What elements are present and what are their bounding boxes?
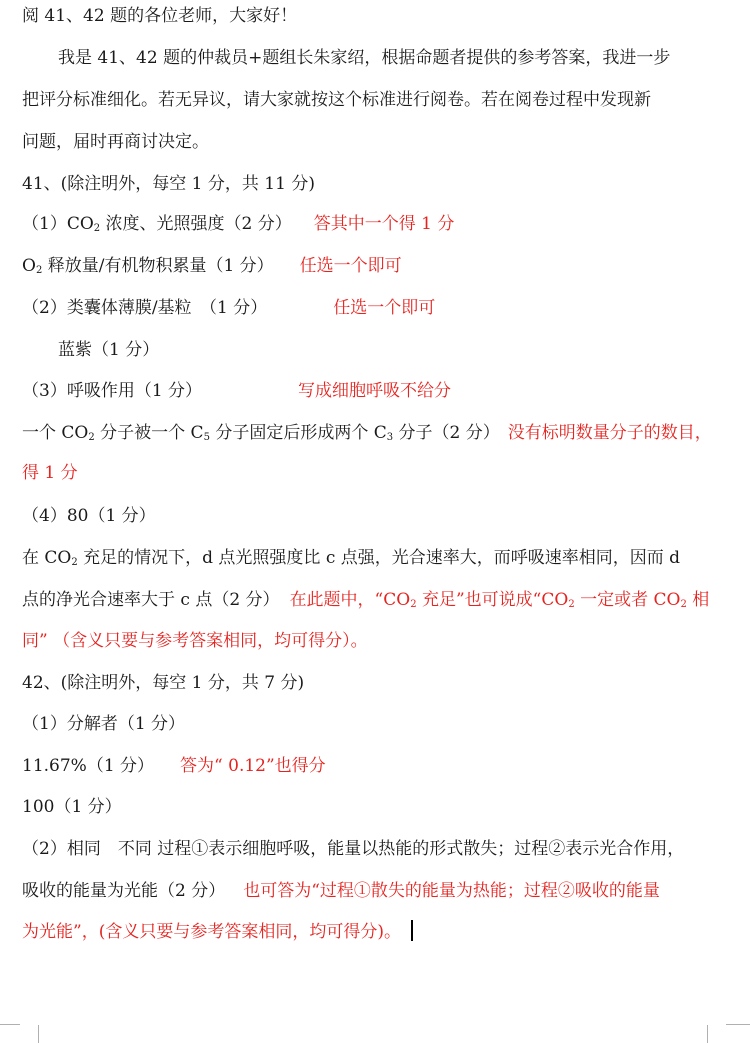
answer-text: O: [22, 256, 36, 276]
answer-text: （2）相同 不同 过程①表示细胞呼吸，能量以热能的形式散失；过程②表示光合作用，: [22, 839, 685, 859]
page-corner-mark: [0, 1024, 20, 1025]
intro-text-2: 把评分标准细化。若无异议，请大家就按这个标准进行阅卷。若在阅卷过程中发现新: [22, 90, 651, 110]
q41-header: [22, 172, 315, 196]
answer-text: 分子固定后形成两个 C: [209, 423, 387, 443]
q41-part2-answer-a: [22, 296, 435, 320]
subscript: 2: [568, 599, 575, 610]
page-corner-mark: [20, 1025, 39, 1043]
answer-text: 吸收的能量为光能（2 分）: [22, 881, 226, 901]
answer-text: 释放量/有机物积累量（1 分）: [42, 256, 274, 276]
subscript: 2: [71, 557, 78, 568]
q41-part4-answer-b: [22, 546, 680, 570]
intro-line-3: [22, 130, 209, 154]
grading-note: 答为“ 0.12”也得分: [180, 756, 326, 776]
q41-part3-answer-a: [22, 379, 451, 403]
answer-text: 浓度、光照强度（2 分）: [100, 214, 292, 234]
q41-part3-answer-b: [22, 421, 712, 445]
subscript: 2: [93, 223, 101, 234]
q42-header: [22, 671, 304, 695]
q42-part1-answer-a: [22, 712, 185, 736]
answer-text: 11.67%（1 分）: [22, 756, 155, 776]
subscript: 5: [203, 432, 210, 443]
q41-header-text: 41、(除注明外，每空 1 分，共 11 分): [22, 174, 315, 194]
answer-text: （1）CO: [22, 214, 94, 234]
subscript: 2: [410, 599, 417, 610]
grading-note: 答其中一个得 1 分: [313, 214, 455, 234]
q41-part2-answer-b: [58, 338, 159, 362]
q41-part3-note-cont: [22, 461, 78, 485]
subscript: 2: [88, 432, 95, 443]
answer-text: （4）80（1 分）: [22, 506, 156, 526]
answer-text: （3）呼吸作用（1 分）: [22, 381, 203, 401]
page-corner-mark: [707, 1025, 726, 1043]
grading-note: 得 1 分: [22, 463, 78, 483]
answer-text: 100（1 分）: [22, 797, 122, 817]
intro-text-3: 问题，届时再商讨决定。: [22, 132, 209, 152]
grading-note: 同” （含义只要与参考答案相同，均可得分）。: [22, 631, 368, 651]
answer-text: 一个 CO: [22, 423, 89, 443]
q42-part1-answer-b: [22, 754, 326, 778]
answer-text: 在 CO: [22, 548, 72, 568]
q42-part2-answer-a: [22, 837, 684, 861]
grading-note: 为光能”，(含义只要与参考答案相同，均可得分)。: [22, 922, 401, 942]
subscript: 2: [35, 265, 43, 276]
answer-text: 分子被一个 C: [94, 423, 204, 443]
q41-part1-answer-a: [22, 212, 454, 236]
greeting-text: 阅 41、42 题的各位老师，大家好！: [22, 6, 298, 26]
intro-line-1: [58, 46, 670, 70]
q41-part4-answer-a: [22, 504, 156, 528]
answer-text: 分子（2 分）: [393, 423, 500, 443]
grading-note: 没有标明数量分子的数目，: [507, 423, 712, 443]
grading-note: 任选一个即可: [299, 256, 402, 276]
text-cursor: [411, 920, 413, 941]
q41-part4-note-cont: [22, 629, 368, 653]
greeting-line: [22, 4, 297, 28]
q42-part2-note-cont: [22, 920, 413, 944]
answer-text: 蓝紫（1 分）: [58, 340, 160, 360]
grading-note: 写成细胞呼吸不给分: [298, 381, 452, 401]
note-text: 相: [686, 590, 710, 610]
q42-part2-answer-b: [22, 879, 660, 903]
answer-text: （2）类囊体薄膜/基粒 （1 分）: [22, 298, 268, 318]
answer-text: 充足的情况下，d 点光照强度比 c 点强，光合速率大，而呼吸速率相同，因而 d: [77, 548, 681, 568]
q42-header-text: 42、(除注明外，每空 1 分，共 7 分): [22, 673, 305, 693]
page-corner-mark: [726, 1024, 750, 1025]
grading-note: [290, 590, 710, 610]
grading-note: 任选一个即可: [333, 298, 436, 318]
note-text: 充足”也可说成“CO: [416, 590, 569, 610]
subscript: 2: [680, 599, 687, 610]
intro-line-2: [22, 88, 651, 112]
q42-part1-answer-c: [22, 795, 122, 819]
q41-part1-answer-b: [22, 254, 402, 278]
intro-text-1: 我是 41、42 题的仲裁员+题组长朱家绍，根据命题者提供的参考答案，我进一步: [58, 48, 671, 68]
answer-text: （1）分解者（1 分）: [22, 714, 186, 734]
subscript: 3: [386, 432, 394, 443]
answer-text: 点的净光合速率大于 c 点（2 分）: [22, 590, 280, 610]
note-text: 一定或者 CO: [574, 590, 681, 610]
note-text: 在此题中，“CO: [289, 590, 411, 610]
q41-part4-answer-c: [22, 588, 709, 612]
grading-note: 也可答为“过程①散失的能量为热能；过程②吸收的能量: [243, 881, 660, 901]
